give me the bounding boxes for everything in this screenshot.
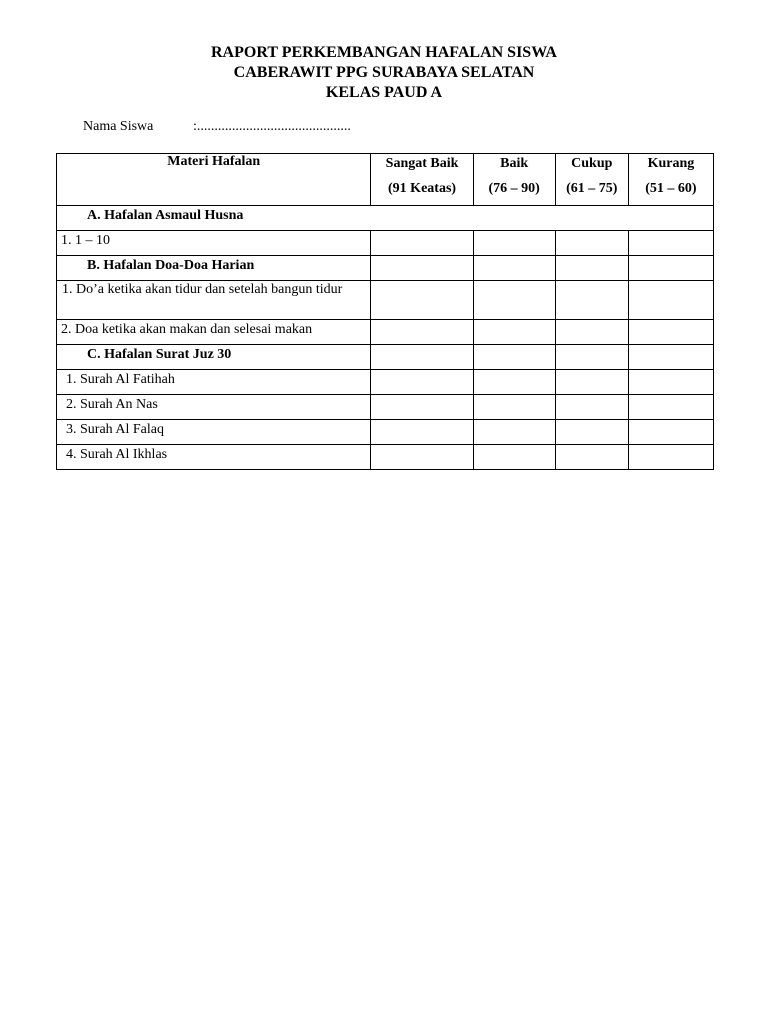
score-cell bbox=[473, 256, 555, 281]
item-label: 4. Surah Al Ikhlas bbox=[66, 447, 168, 462]
table-row bbox=[57, 445, 714, 470]
title-line-2: CABERAWIT PPG SURABAYA SELATAN bbox=[233, 64, 535, 81]
table-header-row bbox=[57, 154, 714, 206]
score-cell bbox=[371, 420, 473, 445]
item-label: 2. Surah An Nas bbox=[66, 397, 158, 412]
score-cell bbox=[555, 420, 628, 445]
score-cell bbox=[555, 281, 628, 320]
score-cell bbox=[555, 395, 628, 420]
section-title: B. Hafalan Doa-Doa Harian bbox=[87, 258, 255, 273]
score-cell bbox=[473, 281, 555, 320]
table-row bbox=[57, 320, 714, 345]
title-line-3: KELAS PAUD A bbox=[325, 84, 443, 101]
item-label: 1. Surah Al Fatihah bbox=[66, 372, 175, 387]
table-row bbox=[57, 281, 714, 320]
col-cukup: Cukup (61 – 75) bbox=[555, 154, 628, 206]
score-cell bbox=[555, 256, 628, 281]
score-cell bbox=[555, 445, 628, 470]
section-row-b bbox=[57, 256, 714, 281]
score-cell bbox=[473, 231, 555, 256]
score-cell bbox=[555, 231, 628, 256]
score-cell bbox=[628, 345, 713, 370]
item-label: 1. Do’a ketika akan tidur dan setelah bangun tidur bbox=[62, 282, 343, 297]
score-cell bbox=[555, 370, 628, 395]
score-cell bbox=[628, 420, 713, 445]
score-cell bbox=[555, 320, 628, 345]
student-name-line bbox=[83, 119, 351, 135]
materi-header: Materi Hafalan bbox=[57, 154, 371, 206]
score-cell bbox=[473, 345, 555, 370]
memorization-table bbox=[56, 153, 714, 470]
student-name-field: :............................................ bbox=[193, 119, 351, 134]
score-cell bbox=[371, 281, 473, 320]
score-cell bbox=[371, 231, 473, 256]
section-title: A. Hafalan Asmaul Husna bbox=[87, 208, 244, 223]
col-sangat-baik: Sangat Baik (91 Keatas) bbox=[371, 154, 473, 206]
score-cell bbox=[371, 445, 473, 470]
table-row bbox=[57, 420, 714, 445]
score-cell bbox=[628, 231, 713, 256]
score-cell bbox=[628, 395, 713, 420]
score-cell bbox=[371, 345, 473, 370]
section-row-c bbox=[57, 345, 714, 370]
score-cell bbox=[628, 445, 713, 470]
item-label: 3. Surah Al Falaq bbox=[66, 422, 164, 437]
score-cell bbox=[371, 395, 473, 420]
score-cell bbox=[628, 256, 713, 281]
score-cell bbox=[628, 320, 713, 345]
student-name-label: Nama Siswa bbox=[83, 119, 154, 134]
table-row bbox=[57, 395, 714, 420]
score-cell bbox=[473, 370, 555, 395]
score-cell bbox=[473, 320, 555, 345]
score-cell bbox=[555, 345, 628, 370]
section-title: C. Hafalan Surat Juz 30 bbox=[87, 347, 232, 362]
score-cell bbox=[628, 370, 713, 395]
score-cell bbox=[371, 320, 473, 345]
score-cell bbox=[473, 420, 555, 445]
col-kurang: Kurang (51 – 60) bbox=[628, 154, 713, 206]
col-baik: Baik (76 – 90) bbox=[473, 154, 555, 206]
score-cell bbox=[628, 281, 713, 320]
title-line-1: RAPORT PERKEMBANGAN HAFALAN SISWA bbox=[211, 44, 557, 61]
section-row-a bbox=[57, 206, 714, 231]
table-row bbox=[57, 231, 714, 256]
item-label: 1. 1 – 10 bbox=[61, 233, 110, 248]
item-label: 2. Doa ketika akan makan dan selesai makan bbox=[61, 322, 313, 337]
score-cell bbox=[473, 395, 555, 420]
score-cell bbox=[371, 256, 473, 281]
table-row bbox=[57, 370, 714, 395]
score-cell bbox=[371, 370, 473, 395]
score-cell bbox=[473, 445, 555, 470]
document-header bbox=[0, 43, 768, 103]
